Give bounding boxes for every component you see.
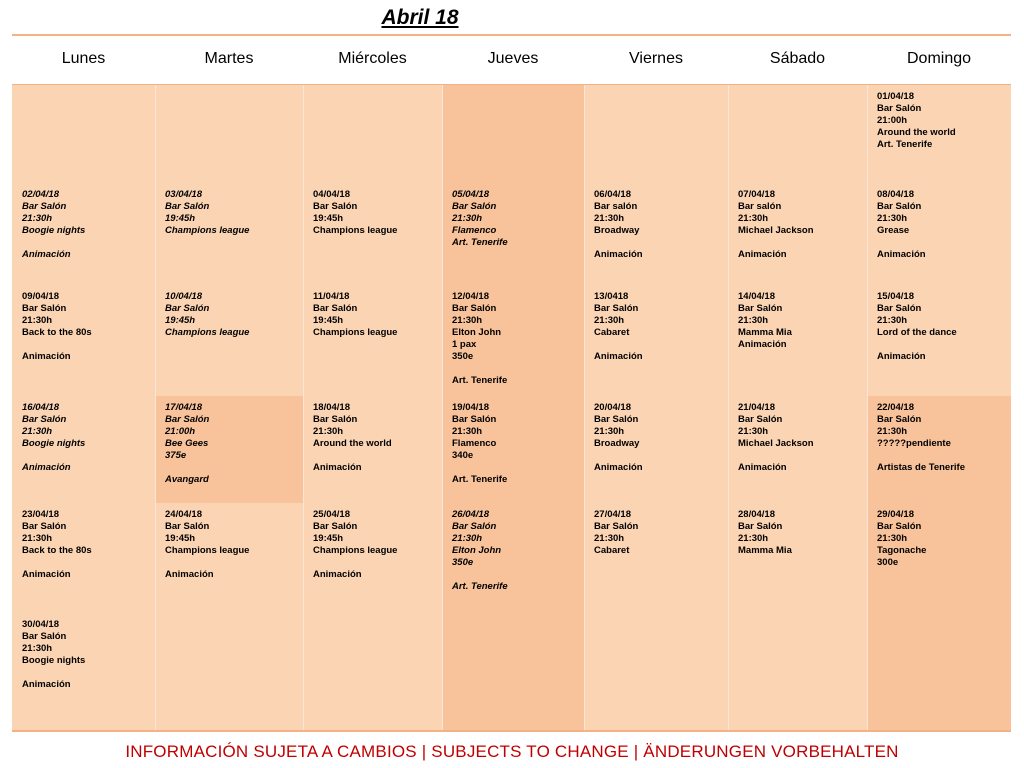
event-line: Bar Salón: [452, 201, 497, 212]
event-line: 27/04/18: [594, 509, 631, 520]
calendar-day-cell: [155, 183, 303, 285]
column-separator: [303, 85, 304, 730]
event-line: [452, 462, 580, 474]
event-line: Animación: [22, 351, 71, 362]
event-line: Bar Salón: [22, 521, 67, 532]
event-line: Avangard: [165, 474, 209, 485]
event-line: [22, 667, 151, 679]
event-line: 21:30h: [452, 315, 483, 326]
event-line: 17/04/18: [165, 402, 202, 413]
calendar-grid: [12, 34, 1011, 732]
event-line: 21:30h: [738, 426, 769, 437]
event-line: 19:45h: [313, 213, 344, 224]
event-line: 350e: [452, 351, 474, 362]
day-header-martes: Martes: [204, 50, 254, 67]
event-line: Mamma Mia: [738, 327, 792, 338]
calendar-day-cell: [12, 183, 155, 285]
event-line: [22, 339, 151, 351]
event-line: 21:30h: [22, 213, 53, 224]
event-line: Broadway: [594, 225, 640, 236]
event-line: 21:30h: [877, 533, 908, 544]
event-line: [877, 339, 1007, 351]
event-line: Bar Salón: [22, 303, 67, 314]
event-line: 19:45h: [165, 213, 196, 224]
calendar-day-cell: [867, 285, 1011, 396]
event-line: 05/04/18: [452, 189, 489, 200]
event-line: 21:30h: [738, 213, 769, 224]
event-line: Bar salón: [738, 201, 782, 212]
event-line: Bar Salón: [452, 521, 497, 532]
event-line: 21:30h: [877, 426, 908, 437]
event-line: Animación: [877, 249, 926, 260]
event-line: 18/04/18: [313, 402, 350, 413]
event-line: Broadway: [594, 438, 640, 449]
calendar-day-cell: [303, 85, 442, 183]
day-header-lunes: Lunes: [61, 50, 106, 67]
event-line: 21:30h: [738, 533, 769, 544]
event-line: Artistas de Tenerife: [877, 462, 965, 473]
page-title: Abril 18: [381, 6, 459, 29]
event-line: [22, 450, 151, 462]
event-line: Art. Tenerife: [452, 375, 508, 386]
event-line: Bar Salón: [594, 414, 639, 425]
event-line: [877, 237, 1007, 249]
day-header-domingo: Domingo: [906, 50, 972, 67]
event-line: 10/04/18: [165, 291, 202, 302]
event-line: 21:30h: [594, 426, 625, 437]
calendar-day-cell: [303, 285, 442, 396]
day-header-miercoles: Miércoles: [338, 50, 407, 67]
event-line: 24/04/18: [165, 509, 202, 520]
event-line: 300e: [877, 557, 899, 568]
event-line: Michael Jackson: [738, 225, 814, 236]
event-line: 340e: [452, 450, 474, 461]
event-line: 1 pax: [452, 339, 477, 350]
event-line: 21:30h: [22, 426, 53, 437]
event-line: Bar salón: [594, 201, 638, 212]
calendar-day-cell: [728, 613, 867, 730]
event-line: [452, 363, 580, 375]
event-line: 14/04/18: [738, 291, 775, 302]
event-line: Champions league: [313, 327, 398, 338]
event-line: [22, 237, 151, 249]
event-line: 21:30h: [452, 426, 483, 437]
event-line: Bar Salón: [738, 414, 783, 425]
event-line: Bar Salón: [738, 303, 783, 314]
event-line: 19:45h: [165, 533, 196, 544]
event-line: 01/04/18: [877, 91, 914, 102]
event-line: Bar Salón: [165, 521, 210, 532]
event-line: 19:45h: [313, 533, 344, 544]
event-line: 02/04/18: [22, 189, 59, 200]
event-line: 11/04/18: [313, 291, 350, 302]
event-line: Animación: [738, 249, 787, 260]
event-line: 06/04/18: [594, 189, 631, 200]
event-line: 15/04/18: [877, 291, 914, 302]
event-line: Animación: [594, 351, 643, 362]
column-separator: [584, 85, 585, 730]
event-line: Bar Salón: [22, 201, 67, 212]
event-line: 22/04/18: [877, 402, 914, 413]
calendar-day-cell: [728, 285, 867, 396]
calendar-day-cell: [584, 613, 728, 730]
event-line: 19/04/18: [452, 402, 489, 413]
event-line: 21:30h: [22, 533, 53, 544]
event-line: Elton John: [452, 327, 502, 338]
event-line: Art. Tenerife: [452, 474, 508, 485]
calendar-day-cell: [728, 503, 867, 613]
event-line: Back to the 80s: [22, 545, 92, 556]
calendar-day-cell: [155, 613, 303, 730]
event-line: 19:45h: [313, 315, 344, 326]
day-header-sabado: Sábado: [769, 50, 826, 67]
event-line: 23/04/18: [22, 509, 59, 520]
event-line: Bar Salón: [313, 201, 358, 212]
calendar-day-cell: [584, 285, 728, 396]
event-line: [594, 237, 724, 249]
calendar-day-cell: [12, 396, 155, 503]
event-line: Animación: [165, 569, 214, 580]
event-line: Champions league: [165, 327, 250, 338]
event-line: 21:30h: [22, 643, 53, 654]
event-line: Bar Salón: [877, 303, 922, 314]
event-line: Bar Salón: [877, 414, 922, 425]
event-line: Bar Salón: [594, 303, 639, 314]
event-line: 21:30h: [738, 315, 769, 326]
event-line: Bar Salón: [165, 201, 210, 212]
event-line: Bar Salón: [877, 201, 922, 212]
event-line: Champions league: [165, 545, 250, 556]
event-line: Grease: [877, 225, 910, 236]
event-line: Bar Salón: [165, 303, 210, 314]
event-line: Bar Salón: [313, 521, 358, 532]
calendar-day-cell: [155, 396, 303, 503]
event-line: 25/04/18: [313, 509, 350, 520]
event-line: Animación: [594, 249, 643, 260]
event-line: Animación: [738, 339, 787, 350]
column-separator: [155, 85, 156, 730]
event-line: Boogie nights: [22, 438, 86, 449]
event-line: Bar Salón: [313, 303, 358, 314]
event-line: [877, 450, 1007, 462]
event-line: 29/04/18: [877, 509, 914, 520]
calendar-day-cell: [12, 85, 155, 183]
column-separator: [867, 85, 868, 730]
event-line: 21:00h: [165, 426, 196, 437]
event-line: Bar Salón: [452, 414, 497, 425]
calendar-day-cell: [12, 613, 155, 730]
calendar-day-cell: [303, 613, 442, 730]
event-line: 28/04/18: [738, 509, 775, 520]
event-line: Boogie nights: [22, 225, 86, 236]
event-line: Flamenco: [452, 225, 497, 236]
event-line: Elton John: [452, 545, 502, 556]
calendar-day-cell: [155, 503, 303, 613]
event-line: Michael Jackson: [738, 438, 814, 449]
event-line: 07/04/18: [738, 189, 775, 200]
event-line: [165, 557, 299, 569]
event-line: Animación: [22, 249, 71, 260]
event-line: Bee Gees: [165, 438, 209, 449]
event-line: Animación: [594, 462, 643, 473]
calendar-day-cell: [442, 85, 584, 183]
event-line: Cabaret: [594, 327, 630, 338]
calendar-day-cell: [867, 183, 1011, 285]
calendar-day-cell: [728, 396, 867, 503]
calendar-day-cell: [12, 285, 155, 396]
event-line: [313, 557, 438, 569]
event-line: [313, 450, 438, 462]
calendar-day-cell: [12, 503, 155, 613]
event-line: 16/04/18: [22, 402, 59, 413]
event-line: Animación: [22, 462, 71, 473]
event-line: 30/04/18: [22, 619, 59, 630]
event-line: 19:45h: [165, 315, 196, 326]
event-line: Bar Salón: [22, 414, 67, 425]
event-line: 12/04/18: [452, 291, 489, 302]
event-line: Boogie nights: [22, 655, 86, 666]
calendar-day-cell: [442, 503, 584, 613]
column-separator: [728, 85, 729, 730]
event-line: 375e: [165, 450, 187, 461]
event-line: Animación: [313, 462, 362, 473]
event-line: 04/04/18: [313, 189, 350, 200]
event-line: Bar Salón: [738, 521, 783, 532]
event-line: 21:00h: [877, 115, 908, 126]
calendar-day-cell: [867, 85, 1011, 183]
event-line: 21:30h: [313, 426, 344, 437]
event-line: Cabaret: [594, 545, 630, 556]
calendar-day-cell: [728, 183, 867, 285]
calendar-day-cell: [867, 503, 1011, 613]
event-line: 21/04/18: [738, 402, 775, 413]
calendar-day-cell: [442, 396, 584, 503]
event-line: Bar Salón: [165, 414, 210, 425]
event-line: 09/04/18: [22, 291, 59, 302]
calendar-day-cell: [155, 285, 303, 396]
event-line: [165, 462, 299, 474]
event-line: 21:30h: [452, 213, 483, 224]
event-line: [22, 557, 151, 569]
event-line: Animación: [22, 569, 71, 580]
event-line: Animación: [22, 679, 71, 690]
event-line: 21:30h: [594, 213, 625, 224]
event-line: Bar Salón: [313, 414, 358, 425]
column-separator: [442, 85, 443, 730]
event-line: 21:30h: [877, 315, 908, 326]
calendar-day-cell: [867, 396, 1011, 503]
calendar-day-cell: [584, 85, 728, 183]
event-line: Bar Salón: [22, 631, 67, 642]
calendar-day-cell: [442, 183, 584, 285]
calendar-day-cell: [584, 396, 728, 503]
event-line: Bar Salón: [452, 303, 497, 314]
calendar-day-cell: [442, 285, 584, 396]
event-line: Art. Tenerife: [877, 139, 933, 150]
day-header-viernes: Viernes: [629, 50, 683, 67]
event-line: 350e: [452, 557, 474, 568]
event-line: Flamenco: [452, 438, 497, 449]
event-line: 13/0418: [594, 291, 629, 302]
event-line: Bar Salón: [877, 103, 922, 114]
event-line: Lord of the dance: [877, 327, 957, 338]
event-line: 21:30h: [594, 533, 625, 544]
event-line: Bar Salón: [594, 521, 639, 532]
event-line: 20/04/18: [594, 402, 631, 413]
event-line: 21:30h: [452, 533, 483, 544]
event-line: 21:30h: [594, 315, 625, 326]
event-line: Champions league: [313, 225, 398, 236]
calendar-day-cell: [303, 396, 442, 503]
event-line: Champions league: [165, 225, 250, 236]
grid-bottom-border: [12, 730, 1011, 732]
event-line: Animación: [313, 569, 362, 580]
calendar-day-cell: [867, 613, 1011, 730]
event-line: [738, 237, 863, 249]
event-line: Animación: [877, 351, 926, 362]
event-line: [452, 569, 580, 581]
event-line: Art. Tenerife: [452, 581, 508, 592]
event-line: 21:30h: [22, 315, 53, 326]
event-line: Champions league: [313, 545, 398, 556]
event-line: [738, 450, 863, 462]
event-line: Back to the 80s: [22, 327, 92, 338]
calendar-day-cell: [584, 503, 728, 613]
event-line: 08/04/18: [877, 189, 914, 200]
calendar-day-cell: [584, 183, 728, 285]
event-line: [594, 339, 724, 351]
event-line: 21:30h: [877, 213, 908, 224]
event-line: Bar Salón: [877, 521, 922, 532]
event-line: Tagonache: [877, 545, 927, 556]
calendar-day-cell: [303, 183, 442, 285]
event-line: Around the world: [877, 127, 956, 138]
calendar-day-cell: [155, 85, 303, 183]
event-line: Mamma Mia: [738, 545, 792, 556]
day-header-jueves: Jueves: [487, 50, 539, 67]
calendar-day-cell: [303, 503, 442, 613]
event-line: [594, 450, 724, 462]
event-line: 03/04/18: [165, 189, 202, 200]
calendar-day-cell: [442, 613, 584, 730]
event-line: Art. Tenerife: [452, 237, 508, 248]
event-line: ?????pendiente: [877, 438, 951, 449]
disclaimer-footer: INFORMACIÓN SUJETA A CAMBIOS | SUBJECTS TO CHANGE | ÄNDERUNGEN VORBEHALTEN: [125, 742, 899, 761]
event-line: Animación: [738, 462, 787, 473]
calendar-day-cell: [728, 85, 867, 183]
event-line: 26/04/18: [452, 509, 489, 520]
event-line: Around the world: [313, 438, 392, 449]
